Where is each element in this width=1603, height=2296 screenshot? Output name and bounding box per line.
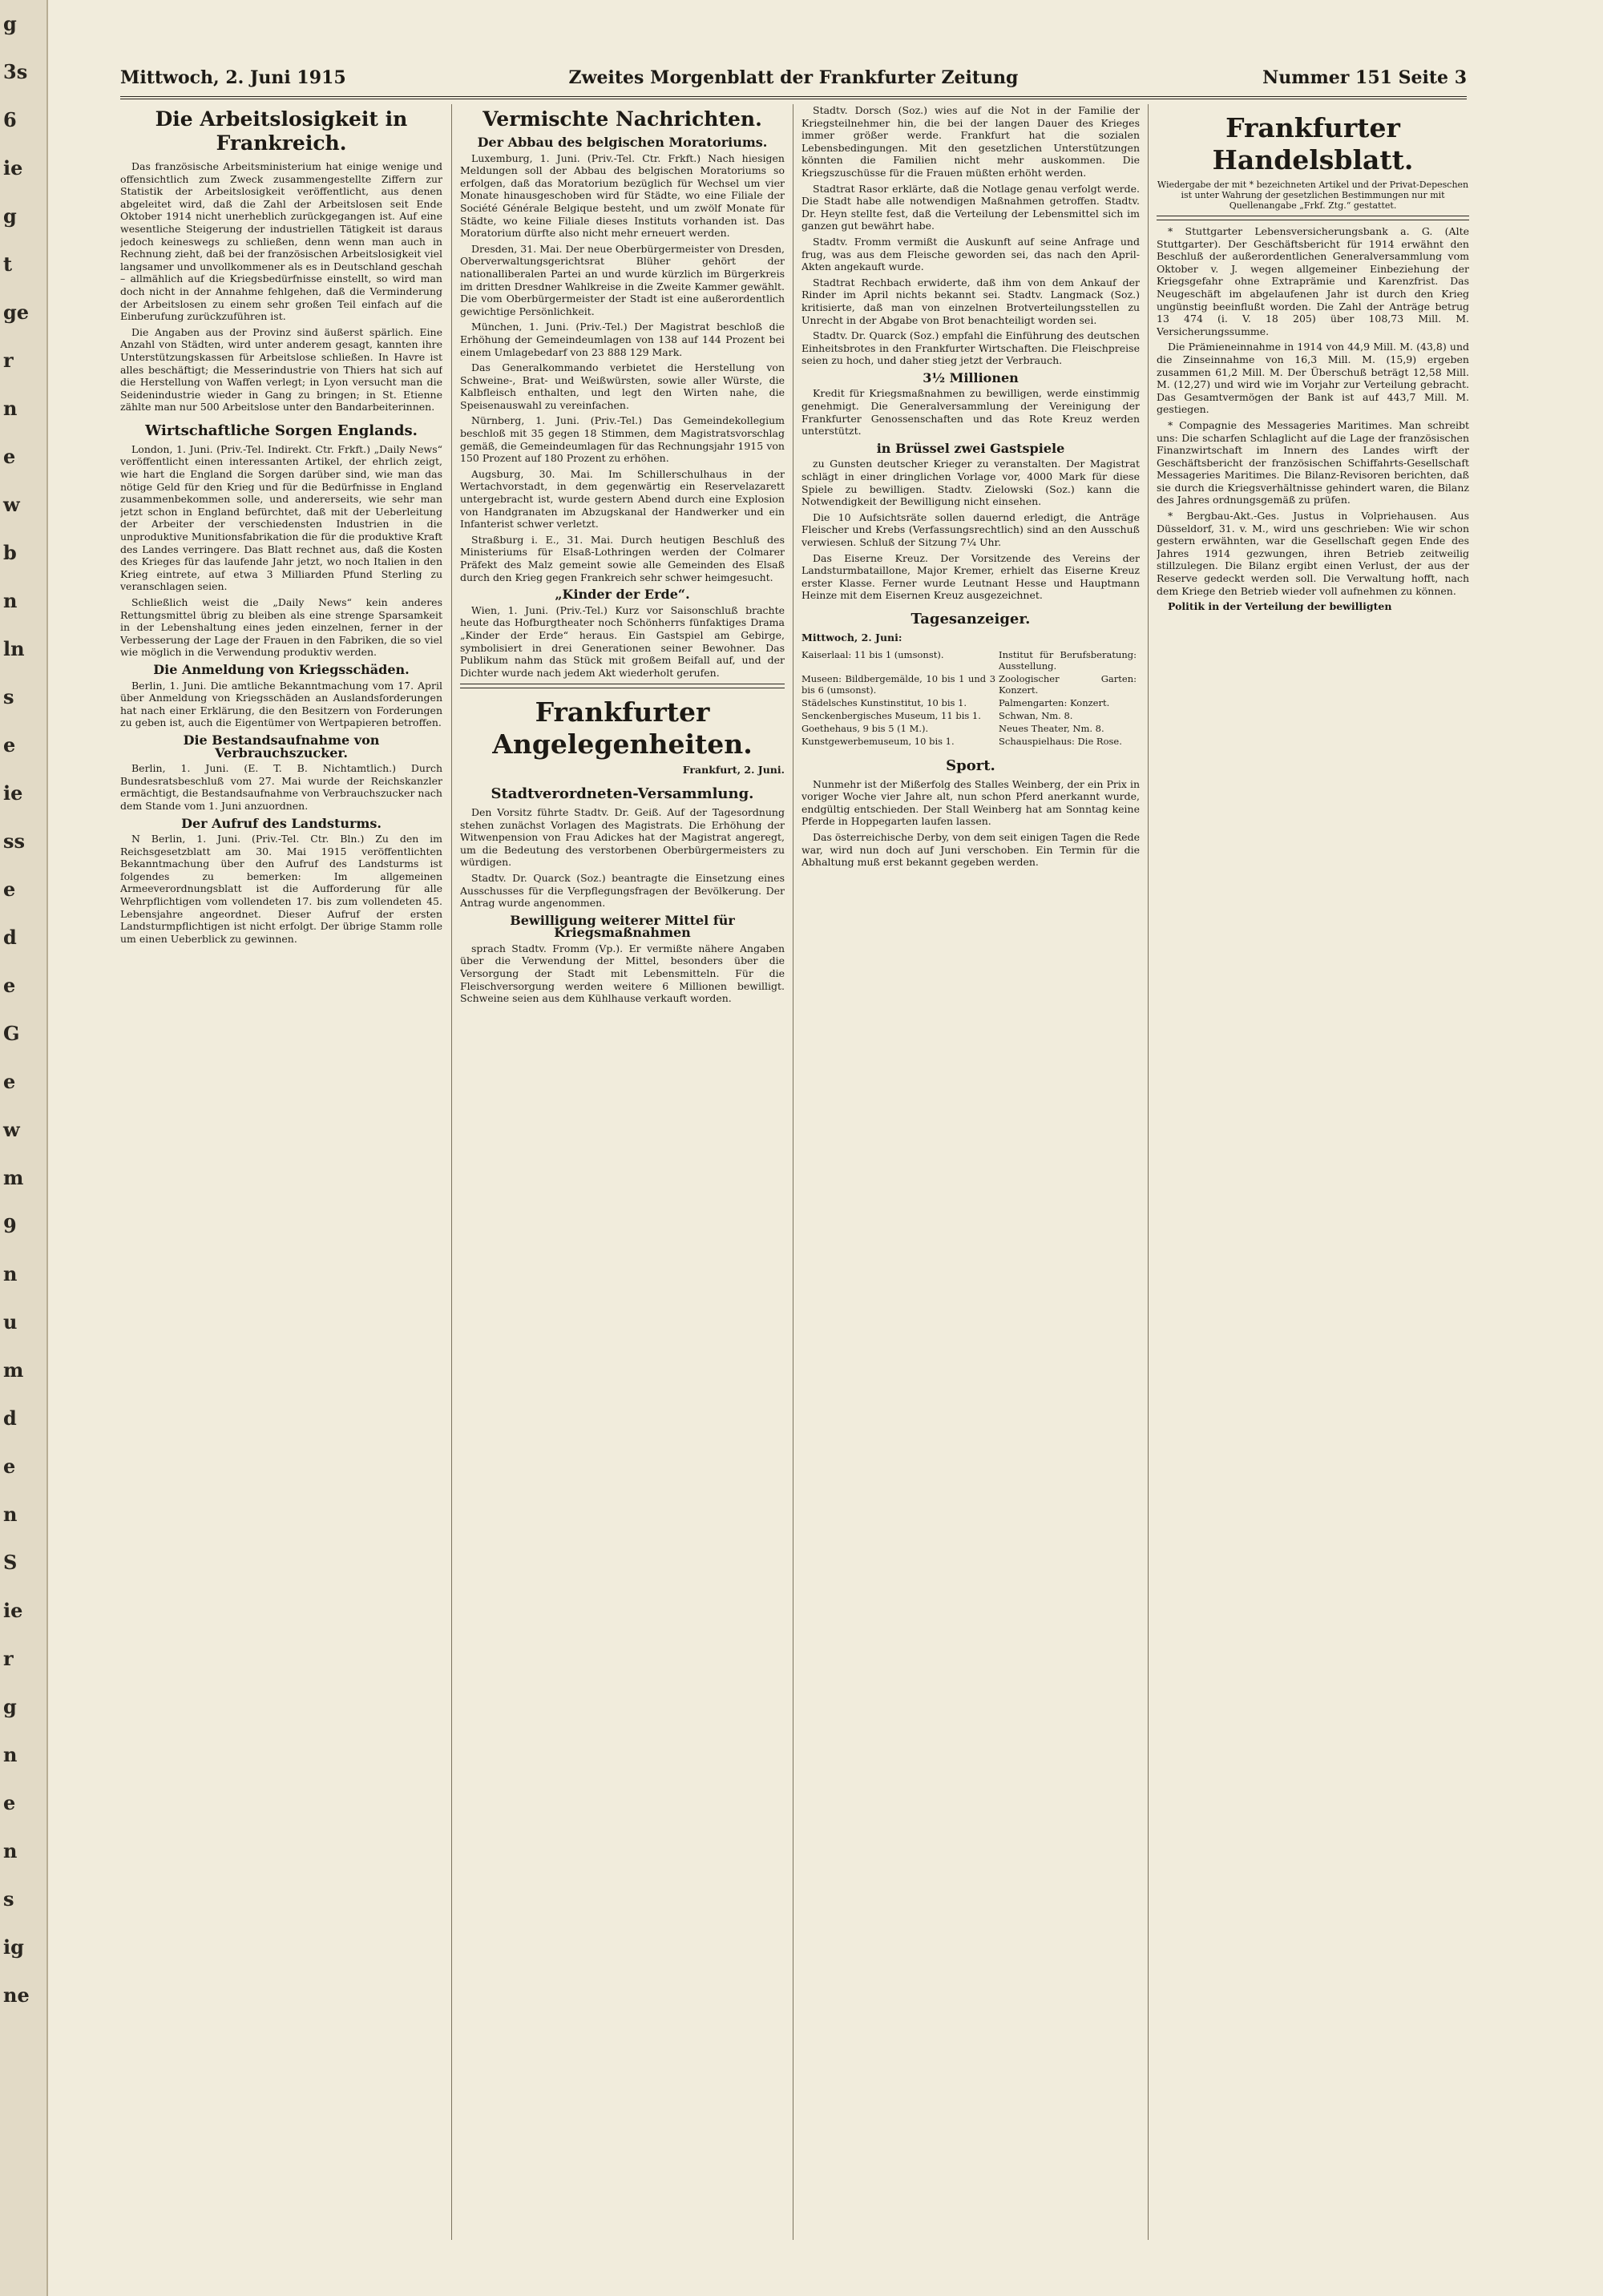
margin-fragment: 9 [3,1214,17,1237]
article-paragraph: Stadtv. Dorsch (Soz.) wies auf die Not in der Familie der Kriegsteilnehmer hin, die bei der langen Dauer des Krieges immer größer werde. Frankfurt hat die sozialen Lebensbedingungen. Mit den gesetzlichen Unterstützungen könnten die Familien nicht mehr auskommen. Die Kriegszuschüsse für die Frauen müßten erhöht werden. [802,104,1140,179]
table-cell: Palmengarten: Konzert. [999,696,1110,708]
table-cell: Institut für Berufsberatung: Ausstellung. [999,648,1137,672]
reprint-note: Wiedergabe der mit * bezeichneten Artikel und der Privat-Depeschen ist unter Wahrung der gesetzlichen Bestimmungen nur mit Quellenangabe „Frkf. Ztg.“ gestattet. [1157,180,1469,211]
article-heading: Tagesanzeiger. [911,610,1031,627]
table-row [802,649,1140,673]
margin-fragment: s [3,1887,14,1911]
article-paragraph: * Stuttgarter Lebensversicherungsbank a. G. (Alte Stuttgarter). Der Geschäftsbericht für 1914 erwähnt den Beschluß der außerordentlichen Generalversammlung vom Oktober v. J. wegen allgemeiner Einbeziehung der Kriegsgefahr ohne Extraprämie und Karenzfrist. Das Neugeschäft im abgelaufenen Jahr ist durch den Krieg ungünstig beeinflußt worden. Die Zahl der Anträge betrug 13 474 (i. V. 18 205) über 108,73 Mill. M. Versicherungssumme. [1157,225,1469,337]
article-paragraph: Luxemburg, 1. Juni. (Priv.-Tel. Ctr. Frkft.) Nach hiesigen Meldungen soll der Abbau des belgischen Moratoriums so erfolgen, daß das Moratorium bezüglich für Wechsel um vier Monate hinausgeschoben wird für Städte, wo eine Filiale der Société Générale Belgique besteht, und um zwölf Monate für Städte, wo keine Filiale dieses Instituts vorhanden ist. Das Moratorium dürfte also nicht mehr erneuert werden. [460,151,785,240]
article-paragraph: Berlin, 1. Juni. (E. T. B. Nichtamtlich.) Durch Bundesratsbeschluß vom 27. Mai wurde der Reichskanzler ermächtigt, die Bestandsaufnahme von Verbrauchszucker nach dem Stande vom 1. Juni anzuordnen. [120,762,442,812]
margin-fragment: ie [3,781,23,805]
table-cell: Neues Theater, Nm. 8. [999,722,1104,734]
margin-fragment: n [3,589,18,612]
article-paragraph: Das französische Arbeitsministerium hat einige wenige und offensichtlich zum Zweck zusammengestellte Ziffern zur Statistik der Arbeitslosigkeit veröffentlicht, aus denen abgeleitet wird, daß die Zahl der Arbeitslosen seit Ende Oktober 1914 nicht unerheblich zurückgegangen ist. Auf eine wesentliche Steigerung der industriellen Tätigkeit ist daraus jedoch keineswegs zu schließen, denn wenn man auch in Rechnung zieht, daß bei der französischen Arbeitslosigkeit viel langsamer und unvollkommener als es in Deutschland geschah – allmählich auf die Kriegsbedürfnisse einstellt, so wird man doch nicht in der Annahme fehlgehen, daß die Verminderung der Arbeitslosen zu einem sehr großen Teil einfach auf die Einberufung zurückzuführen ist. [120,160,442,323]
page-header [120,64,1467,99]
margin-fragment: S [3,1551,18,1574]
margin-fragment: ne [3,1983,30,2007]
article-paragraph: Augsburg, 30. Mai. Im Schillerschulhaus in der Wertachvorstadt, in dem gegenwärtig ein Reservelazarett untergebracht ist, wurde gestern Abend durch eine Explosion von Handgranaten im Abzugskanal der Handwerker und ein Infanterist schwer verletzt. [460,467,785,531]
article-paragraph: Die 10 Aufsichtsräte sollen dauernd erledigt, die Anträge Fleischer und Krebs (Verfassungsrechtlich) sind an den Ausschuß verwiesen. Schluß der Sitzung 7¼ Uhr. [802,510,1140,548]
column-rule [451,104,452,2240]
section-divider [1157,216,1469,220]
margin-fragment: g [3,1695,17,1718]
article-heading: Die Anmeldung von Kriegsschäden. [153,661,410,677]
article-paragraph: Dresden, 31. Mai. Der neue Oberbürgermeister von Dresden, Oberverwaltungsgerichtsrat Blüher gehört der nationalliberalen Partei an und wurde kürzlich im Bürgerkreis im dritten Dresdner Wahlkreise in die Zweite Kammer gewählt. Die vom Oberbürgermeister der Stadt ist eine außerordentlich gewichtige Persönlichkeit. [460,242,785,317]
margin-fragment: n [3,1743,18,1766]
article-heading: Die Arbeitslosigkeit in Frankreich. [155,107,408,155]
table-cell: Städelsches Kunstinstitut, 10 bis 1. [802,696,967,708]
article-paragraph: Stadtrat Rechbach erwiderte, daß ihm von dem Ankauf der Rinder im April nichts bekannt sei. Stadtv. Langmack (Soz.) kritisierte, daß man von einzelnen Brotverteilungsstellen zu Unrecht in der Abgabe von Brot benachteiligt worden sei. [802,276,1140,326]
article-paragraph: Wien, 1. Juni. (Priv.-Tel.) Kurz vor Saisonschluß brachte heute das Hofburgtheater noch Schönherrs fünfaktiges Drama „Kinder der Erde“ heraus. Ein Gastspiel am Gebirge, symbolisiert in drei Generationen seiner Bewohner. Das Publikum nahm das Stück mit großem Beifall auf, und der Dichter wurde nach jedem Akt wiederholt gerufen. [460,603,785,679]
article-paragraph: Stadtrat Rasor erklärte, daß die Notlage genau verfolgt werde. Die Stadt habe alle notwendigen Maßnahmen getroffen. Stadtv. Dr. Heyn stellte fest, daß die Verteilung der Lebensmittel sich im ganzen gut bewährt habe. [802,182,1140,232]
margin-fragment: r [3,1647,14,1670]
article-paragraph: Den Vorsitz führte Stadtv. Dr. Geiß. Auf der Tagesordnung stehen zunächst Vorlagen des Magistrats. Die Erhöhung der Witwenpension von Frau Adickes hat der Magistrat angeregt, um die Bedeutung des verstorbenen Oberbürgermeisters zu würdigen. [460,805,785,869]
margin-fragment: n [3,397,18,420]
table-cell: Schwan, Nm. 8. [999,709,1073,721]
margin-fragment: w [3,493,20,516]
section-title: Frankfurter Angelegenheiten. [492,696,753,761]
article-paragraph: N Berlin, 1. Juni. (Priv.-Tel. Ctr. Bln.) Zu den im Reichsgesetzblatt am 30. Mai 1915 veröffentlichten Bekanntmachung über den Aufruf des Landsturms ist folgendes zu bemerken: Im allgemeinen Armeeverordnungsblatt ist die Aufforderung für alle Wehrpflichtigen vom vollendeten 17. bis zum vollendeten 45. Lebensjahre angeordnet. Dieser Aufruf der ersten Landsturmpflichtigen ist nicht erfolgt. Der übrige Stamm rolle um einen Ueberblick zu gewinnen. [120,833,442,945]
table-row [802,697,1140,710]
margin-fragment: t [3,252,13,276]
margin-fragment: n [3,1503,18,1526]
header-number: Nummer 151 Seite 3 [1262,67,1467,88]
article-paragraph: * Bergbau-Akt.-Ges. Justus in Volpriehausen. Aus Düsseldorf, 31. v. M., wird uns geschrieben: Wie wir schon gestern erwähnten, war die Gesellschaft gegen Ende des Jahres 1914 gezwungen, ihren Betrieb zeitweilig stillzulegen. Die Bilanz ergibt einen Verlust, der aus der Reserve gedeckt werden soll. Die Verwaltung hofft, nach dem Kriege den Betrieb wieder voll aufnehmen zu können. [1157,510,1469,597]
margin-fragment: ie [3,156,23,180]
amount-heading: 3½ Millionen [923,369,1019,385]
margin-fragment: ig [3,1935,24,1959]
table-cell: Kunstgewerbemuseum, 10 bis 1. [802,735,955,747]
margin-fragment: ie [3,1599,23,1622]
margin-fragment: e [3,1070,16,1093]
article-heading: Wirtschaftliche Sorgen Englands. [145,422,418,439]
article-paragraph: Berlin, 1. Juni. Die amtliche Bekanntmachung vom 17. April über Anmeldung von Kriegsschäden an Auslandsforderungen hat nach einer Erklärung, die den Besitzern von Forderungen zu geben ist, auch die Eigentümer von Wertpapieren betroffen. [120,679,442,729]
margin-fragment: e [3,445,16,468]
section-title: Frankfurter Handelsblatt. [1212,112,1414,176]
margin-fragment: u [3,1310,18,1334]
margin-fragment: m [3,1166,24,1189]
article-paragraph: Straßburg i. E., 31. Mai. Durch heutigen Beschluß des Ministeriums für Elsaß-Lothringen werden der Colmarer Präfekt des Malz gemeint sowie alle Gemeinden des Elsaß durch den Krieg gegen Frankreich sehr schwer heimgesucht. [460,533,785,583]
margin-fragment: b [3,541,17,564]
article-paragraph: Schließlich weist die „Daily News“ kein anderes Rettungsmittel übrig zu bleiben als eine strenge Sparsamkeit in der Lebenshaltung eines jeden einzelnen, ferner in der Verbesserung der Lage der Frauen in den Fabriken, die so viel wie möglich in die Verwendung produktiv werden. [120,596,442,659]
article-heading: Bewilligung weiterer Mittel für Kriegsmaßnahmen [510,912,735,941]
margin-strip [0,0,48,2296]
article-paragraph: München, 1. Juni. (Priv.-Tel.) Der Magistrat beschloß die Erhöhung der Gemeindeumlagen von 138 auf 144 Prozent bei einem Umlagebedarf von 23 888 129 Mark. [460,321,785,358]
article-heading: Stadtverordneten-Versammlung. [491,785,754,802]
article-paragraph: Nunmehr ist der Mißerfolg des Stalles Weinberg, der ein Prix in voriger Woche vier Jahre alt, nun schon Pferd anerkannt wurde, endgültig entschieden. Der Stall Weinberg hat am Sonntag keine Pferde in Hoppegarten laufen lassen. [802,777,1140,828]
column-2 [460,104,785,2240]
article-paragraph: Politik in der Verteilung der bewilligten [1168,600,1392,613]
margin-fragment: ge [3,301,30,324]
column-rule [1148,104,1149,2240]
article-paragraph: Stadtv. Fromm vermißt die Auskunft auf seine Anfrage und frug, was aus dem Fleische geworden sei, das nach den April-Akten angekauft wurde. [802,235,1140,273]
margin-fragment: n [3,1839,18,1862]
article-subheading: Der Abbau des belgischen Moratoriums. [477,135,768,150]
margin-fragment: e [3,974,16,997]
article-paragraph: Kredit für Kriegsmaßnahmen zu bewilligen, werde einstimmig genehmigt. Die Generalversammlung der Vereinigung der Frankfurter Genossenschaften und das Rote Kreuz werden unterstützt. [802,387,1140,438]
table-cell: Goethehaus, 9 bis 5 (1 M.). [802,722,929,734]
article-paragraph: Stadtv. Dr. Quarck (Soz.) empfahl die Einführung des deutschen Einheitsbrotes in den Frankfurter Wirtschaften. Die Fleischpreise seien zu hoch, und daher stieg jetzt der Verbrauch. [802,329,1140,367]
dateline: Frankfurt, 2. Juni. [682,764,785,777]
tagesanzeiger-table [802,649,1140,749]
article-paragraph: London, 1. Juni. (Priv.-Tel. Indirekt. Ctr. Frkft.) „Daily News“ veröffentlicht einen interessanten Artikel, der ehrlich zeigt, wie hart die England die Sorgen darüber sind, wie man das nötige Geld für den Krieg und für die Bedürfnisse in England zusammenbekommen solle, und andererseits, wie sehr man jetzt schon in England befürchtet, daß mit der Ueberleitung der Arbeiter der verschiedensten Industrien in die unproduktive Munitionsfabrikation die für die produktive Kraft des Landes verringere. Das Blatt rechnet aus, daß die Kosten des Krieges für das laufende Jahr jetzt, wo noch Italien in den Krieg eintrete, auf etwa 3 Milliarden Pfund Sterling zu veranschlagen seien. [120,442,442,593]
article-paragraph: Die Angaben aus der Provinz sind äußerst spärlich. Eine Anzahl von Städten, wird unter anderem gesagt, kannten ihre Unterstützungskassen für Arbeitslose schließen. In Havre ist alles beschäftigt; die Messerindustrie von Thiers hat sich auf die Herstellung von Waffen verlegt; in Lyon versucht man die Seidenindustrie wieder in Gang zu bringen; in St. Etienne zählte man nur 500 Arbeitslose unter den Bandarbeiterinnen. [120,325,442,414]
article-heading: Der Aufruf des Landsturms. [181,815,382,831]
margin-fragment: ss [3,829,26,853]
margin-fragment: G [3,1022,20,1045]
article-paragraph: sprach Stadtv. Fromm (Vp.). Er vermißte nähere Angaben über die Verwendung der Mittel, besonders über die Versorgung der Stadt mit Lebensmitteln. Für die Fleischversorgung werden weitere 6 Millionen bewilligt. Schweine seien aus dem Kühlhause verkauft worden. [460,942,785,1005]
section-divider [460,684,785,688]
article-paragraph: Nürnberg, 1. Juni. (Priv.-Tel.) Das Gemeindekollegium beschloß mit 35 gegen 18 Stimmen, dem Magistratsvorschlag gemäß, die Gemeindeumlagen für das Rechnungsjahr 1915 von 150 Prozent auf 180 Prozent zu erhöhen. [460,414,785,465]
header-title: Zweites Morgenblatt der Frankfurter Zeitung [568,67,1019,88]
article-heading: Die Bestandsaufnahme von Verbrauchszucker. [183,732,380,761]
table-cell: Kaiserlaal: 11 bis 1 (umsonst). [802,648,944,660]
margin-fragment: d [3,1406,17,1430]
margin-fragment: g [3,12,17,35]
table-cell: Schauspielhaus: Die Rose. [999,735,1122,747]
header-date: Mittwoch, 2. Juni 1915 [120,67,346,88]
article-paragraph: Die Prämieneinnahme in 1914 von 44,9 Mill. M. (43,8) und die Zinseinnahme von 16,3 Mill. M. (15,9) ergeben zusammen 61,2 Mill. M. Der Überschuß beträgt 12,58 Mill. M. (12,27) und wird wie im Vorjahr zur Verteilung gebracht. Das Gesamtvermögen der Bank ist auf 443,7 Mill. M. gestiegen. [1157,341,1469,416]
column-3 [802,104,1140,2240]
article-subheading: in Brüssel zwei Gastspiele [876,440,1065,456]
column-4 [1157,104,1469,2240]
table-row [802,736,1140,749]
margin-fragment: g [3,204,17,228]
article-heading: Vermischte Nachrichten. [483,107,762,131]
table-row [802,673,1140,697]
article-heading: Sport. [946,757,995,774]
margin-fragment: e [3,733,16,757]
margin-fragment: e [3,1791,16,1814]
article-paragraph: Das Eiserne Kreuz. Der Vorsitzende des Vereins der Landsturmbataillone, Major Kremer, erhielt das Eiserne Kreuz erster Klasse. Ferner wurde Leutnant Hesse und Hauptmann Heinze mit dem Eisernen Kreuz ausgezeichnet. [802,551,1140,602]
margin-fragment: e [3,1455,16,1478]
article-paragraph: Das österreichische Derby, von dem seit einigen Tagen die Rede war, wird nun doch auf Juni verschoben. Ein Termin für die Abhaltung muß erst bekannt gegeben werden. [802,830,1140,869]
column-1 [120,104,442,2240]
article-paragraph: zu Gunsten deutscher Krieger zu veranstalten. Der Magistrat schlägt in einer dringlichen Vorlage vor, 4000 Mark für diese Spiele zu bewilligen. Stadtv. Zielowski (Soz.) kann die Notwendigkeit der Bewilligung nicht einsehen. [802,458,1140,508]
margin-fragment: d [3,926,17,949]
article-paragraph: Das Generalkommando verbietet die Herstellung von Schweine-, Brat- und Weißwürsten, sowie aller Würste, die Kalbfleisch enthalten, und legt den Wirten nahe, die Speisenauswahl zu vereinfachen. [460,361,785,411]
article-paragraph: Stadtv. Dr. Quarck (Soz.) beantragte die Einsetzung eines Ausschusses für die Verpflegungsfragen der Bevölkerung. Der Antrag wurde angenommen. [460,871,785,910]
margin-fragment: ln [3,637,25,660]
tagesanzeiger-date: Mittwoch, 2. Juni: [802,631,902,644]
table-cell: Senckenbergisches Museum, 11 bis 1. [802,709,981,721]
margin-fragment: 6 [3,108,17,131]
margin-fragment: m [3,1358,24,1382]
table-row [802,710,1140,723]
margin-fragment: s [3,685,14,708]
margin-fragment: n [3,1262,18,1285]
article-paragraph: * Compagnie des Messageries Maritimes. Man schreibt uns: Die scharfen Schlaglicht auf die Lage der französischen Finanzwirtschaft im Innern des Landes wirft der Geschäftsbericht der französischen Schiffahrts-Gesellschaft Messageries Maritimes. Die Bilanz-Revisoren berichten, daß sie durch die Kriegsverhältnisse gehindert waren, die Bilanz des Jahres ordnungsgemäß zu prüfen. [1157,418,1469,506]
margin-fragment: r [3,349,14,372]
margin-fragment: 3s [3,60,28,83]
margin-fragment: e [3,878,16,901]
table-cell: Zoologischer Garten: Konzert. [999,672,1137,696]
table-row [802,723,1140,736]
margin-fragment: w [3,1118,20,1141]
article-heading: „Kinder der Erde“. [555,587,690,603]
table-cell: Museen: Bildbergemälde, 10 bis 1 und 3 bis 6 (umsonst). [802,672,996,696]
